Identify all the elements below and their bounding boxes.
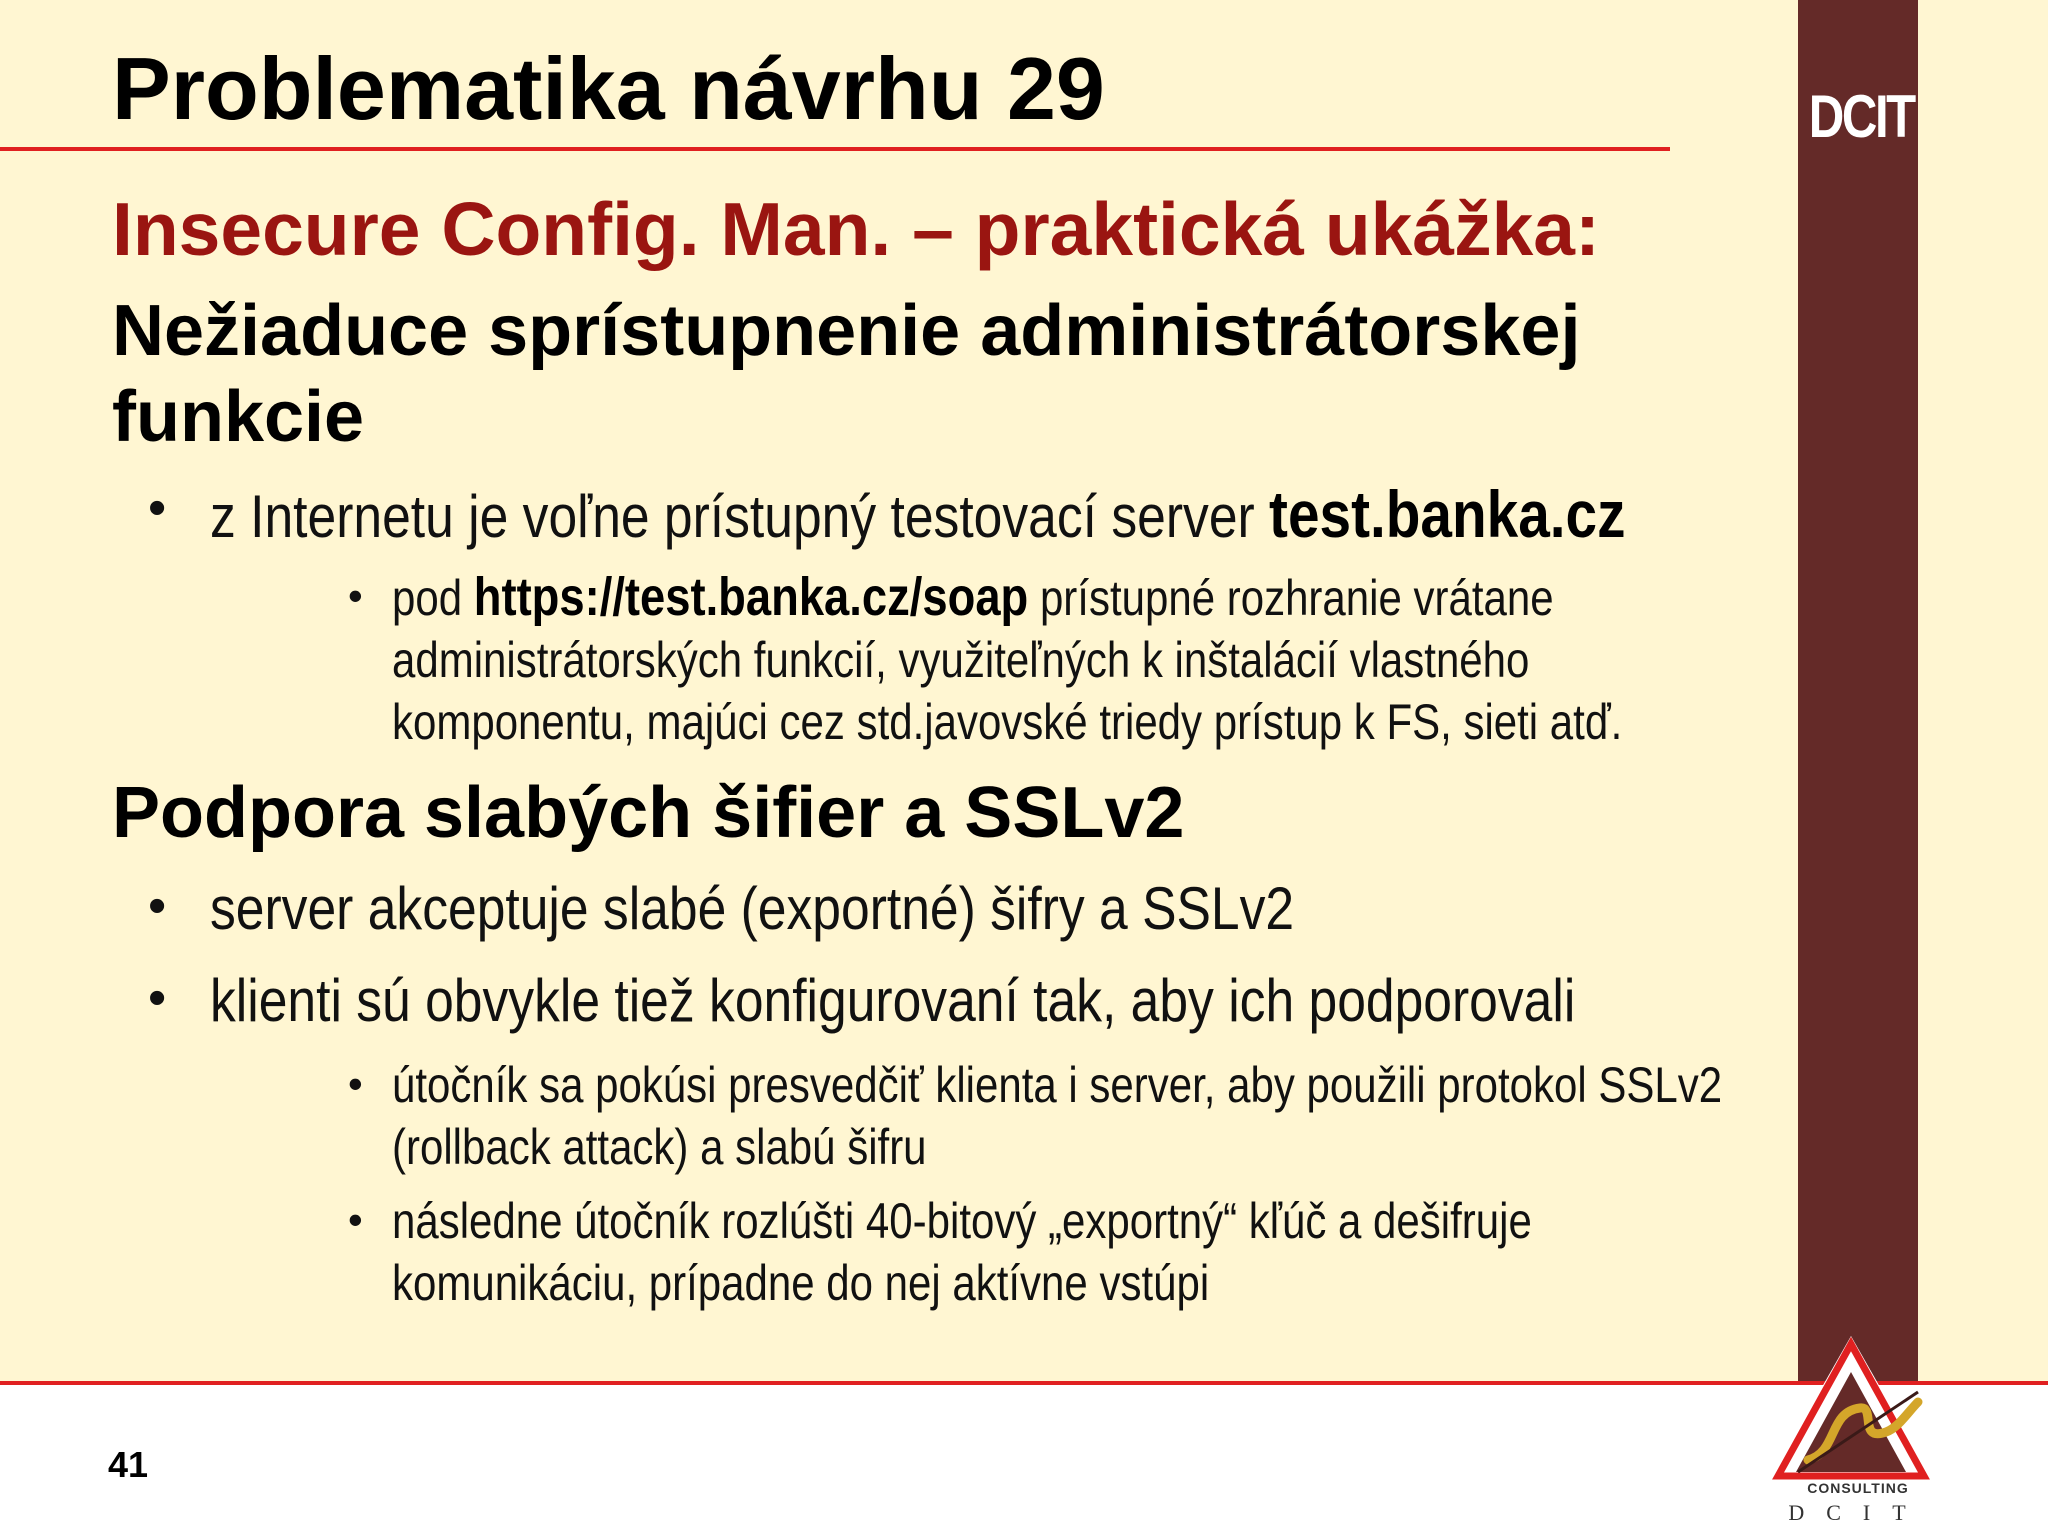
- section2-heading: Podpora slabých šifier a SSLv2: [112, 773, 1185, 853]
- logo-caption: CONSULTING: [1807, 1480, 1909, 1496]
- soap-url: https://test.banka.cz/soap: [473, 567, 1029, 627]
- bullet-dot: •: [348, 1060, 363, 1107]
- section1-heading: Nežiaduce sprístupnenie administrátorskej funkcie: [112, 291, 1581, 457]
- bullet-dot: •: [148, 877, 167, 935]
- page-number: 41: [108, 1444, 149, 1485]
- bullet-text: prístupné rozhranie vrátane administrátorských funkcií, využiteľných k inštalácií vlastného komponentu, majúci cez std.javovské triedy prístup k FS, sieti atď.: [392, 570, 1623, 750]
- footer-background: [0, 1383, 2048, 1536]
- bullet-dot: •: [148, 969, 167, 1027]
- brand-sidebar: [1798, 0, 1918, 1383]
- logo-letters: DCIT: [1788, 1500, 1928, 1525]
- bullet-text: z Internetu je voľne prístupný testovací server: [210, 483, 1270, 550]
- brand-label: DCIT: [1808, 83, 1914, 150]
- section2-subbullet2: následne útočník rozlúšti 40-bitový „exportný“ kľúč a dešifruje komunikáciu, prípadne do nej aktívne vstúpi: [392, 1193, 1532, 1311]
- slide-subtitle: Insecure Config. Man. – praktická ukážka:: [112, 187, 1600, 271]
- section1-bullet1: [210, 476, 1626, 552]
- section2-subbullet1: útočník sa pokúsi presvedčiť klienta i server, aby použili protokol SSLv2 (rollback attack) a slabú šifru: [392, 1057, 1723, 1175]
- title-divider: [0, 147, 1670, 151]
- server-hostname: test.banka.cz: [1269, 477, 1626, 551]
- bullet-text: pod: [392, 570, 474, 626]
- bullet-dot: •: [348, 1196, 363, 1243]
- bullet-dot: •: [148, 479, 167, 537]
- bullet-dot: •: [348, 572, 363, 619]
- section2-bullet2: klienti sú obvykle tiež konfigurovaní tak, aby ich podporovali: [210, 967, 1576, 1034]
- section1-subbullet1: [392, 566, 1753, 753]
- section2-bullet1: server akceptuje slabé (exportné) šifry a SSLv2: [210, 875, 1295, 942]
- footer-divider: [0, 1381, 2048, 1385]
- slide-title: Problematika návrhu 29: [112, 39, 1105, 138]
